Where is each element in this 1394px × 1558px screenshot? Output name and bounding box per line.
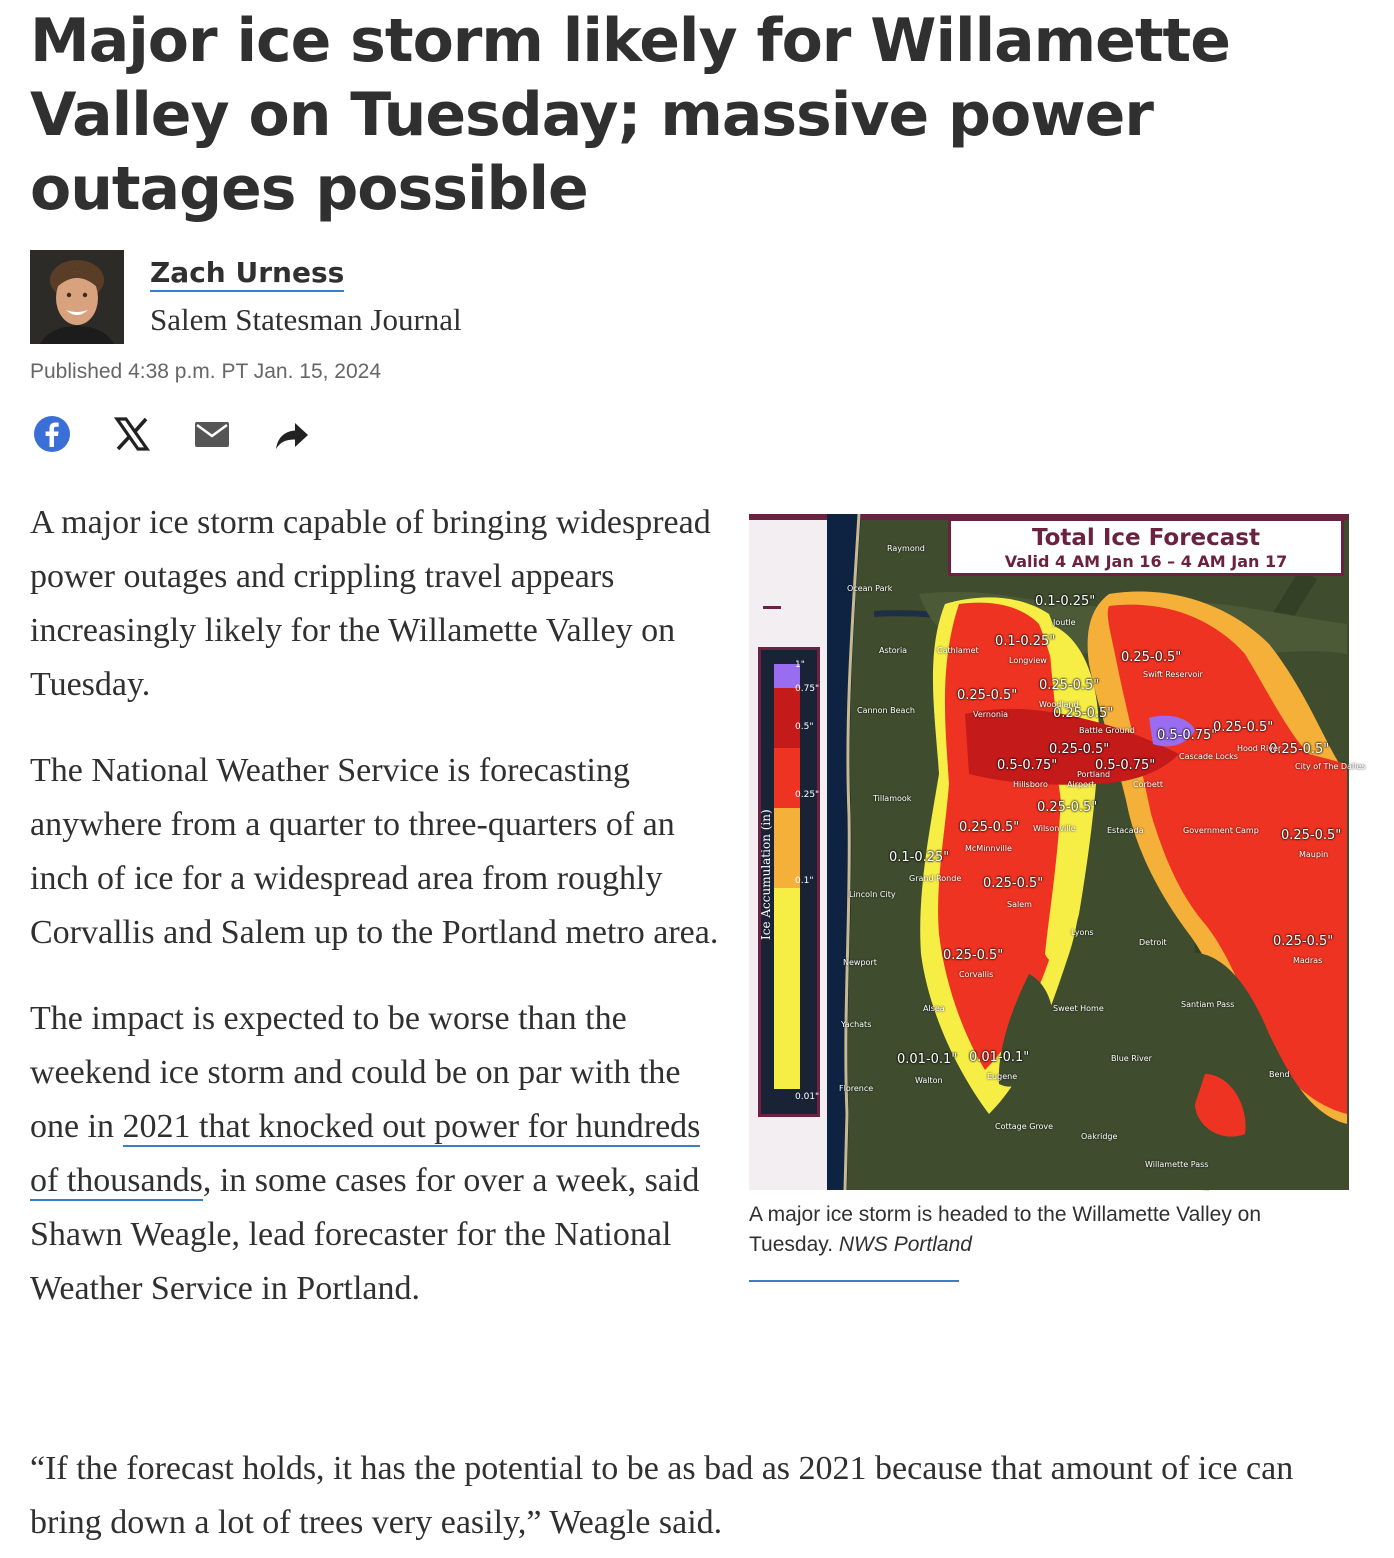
- town-label: Woodland: [1039, 700, 1079, 709]
- email-icon: [192, 414, 232, 454]
- town-label: Willamette Pass: [1145, 1160, 1209, 1169]
- paragraph-text: , in some cases for over a week, said Shawn Weagle, lead forecaster for the National Weather Service in Portland.: [30, 1162, 700, 1307]
- article-figure: [749, 514, 1366, 1282]
- caption-text: A major ice storm is headed to the Willamette Valley on Tuesday.: [749, 1203, 1262, 1256]
- zone-label: 0.25-0.5": [1053, 706, 1114, 721]
- town-label: Oakridge: [1081, 1132, 1118, 1141]
- legend-tick-025: 0.25": [795, 790, 820, 800]
- town-label: Eugene: [987, 1072, 1018, 1081]
- town-label: Raymond: [887, 544, 925, 553]
- zone-label: 0.25-0.5": [957, 688, 1018, 703]
- town-label: Hillsboro: [1013, 780, 1048, 789]
- zone-label: 0.1-0.25": [995, 634, 1056, 649]
- town-label: Cannon Beach: [857, 706, 915, 715]
- town-label: Lyons: [1071, 928, 1094, 937]
- town-label: Estacada: [1107, 826, 1144, 835]
- legend-tick-05: 0.5": [795, 722, 814, 732]
- author-name-link[interactable]: Zach Urness: [150, 256, 344, 292]
- town-label: Santiam Pass: [1181, 1000, 1235, 1009]
- paragraph-text: The impact is expected to be worse than the weekend ice storm and could be on par with the one in: [30, 1000, 681, 1145]
- zone-label: 0.25-0.5": [1273, 934, 1334, 949]
- town-label: Cascade Locks: [1179, 752, 1238, 761]
- author-photo: [30, 250, 124, 344]
- town-label: Sweet Home: [1053, 1004, 1104, 1013]
- author-organization: Salem Statesman Journal: [150, 302, 462, 337]
- town-label: Lincoln City: [849, 890, 896, 899]
- town-label: Corvallis: [959, 970, 994, 979]
- zone-label: 0.25-0.5": [1121, 650, 1182, 665]
- caption-divider: [749, 1280, 959, 1282]
- town-label: Alsea: [923, 1004, 945, 1013]
- article-body: [30, 496, 720, 1348]
- town-label: Airport: [1067, 780, 1095, 789]
- share-x-button[interactable]: [110, 412, 154, 456]
- town-label: Maupin: [1299, 850, 1329, 859]
- map-title-box: [948, 518, 1344, 576]
- publish-date: Published 4:38 p.m. PT Jan. 15, 2024: [30, 360, 382, 383]
- town-label: Swift Reservoir: [1143, 670, 1203, 679]
- town-label: Corbett: [1133, 780, 1164, 789]
- town-label: Government Camp: [1183, 826, 1259, 835]
- legend-tick-1: 1": [795, 660, 805, 670]
- zone-label: 0.5-0.75": [1095, 758, 1156, 773]
- zone-label: 0.01-0.1": [969, 1050, 1030, 1065]
- map-legend: [758, 647, 820, 1117]
- zone-label: 0.25-0.5": [1049, 742, 1110, 757]
- legend-tick-075: 0.75": [795, 684, 820, 694]
- zone-label: 0.1-0.25": [1035, 594, 1096, 609]
- zone-label: 0.25-0.5": [983, 876, 1044, 891]
- town-label: Cathlamet: [937, 646, 979, 655]
- share-arrow-icon: [272, 414, 312, 454]
- 2021-ice-storm-link[interactable]: 2021 that knocked out power for hundreds of thousands: [30, 1108, 701, 1199]
- town-label: Longview: [1009, 656, 1047, 665]
- legend-tick-01: 0.1": [795, 876, 814, 886]
- town-label: Newport: [843, 958, 877, 967]
- figure-caption: [749, 1200, 1349, 1260]
- town-label: Hood River: [1237, 744, 1282, 753]
- zone-label: 0.25-0.5": [1037, 800, 1098, 815]
- share-more-button[interactable]: [270, 412, 314, 456]
- article-headline: Major ice storm likely for Willamette Valley on Tuesday; massive power outages possible: [30, 6, 1230, 224]
- town-label: Wilsonville: [1033, 824, 1076, 833]
- map-title: Total Ice Forecast: [1031, 525, 1260, 551]
- legend-axis-label: Ice Accumulation (in): [759, 809, 773, 940]
- zone-label: 0.25-0.5": [1039, 678, 1100, 693]
- author-avatar[interactable]: [30, 250, 124, 344]
- legend-tick-001: 0.01": [795, 1092, 820, 1102]
- town-label: Cottage Grove: [995, 1122, 1054, 1131]
- town-label: Grand Ronde: [909, 874, 962, 883]
- zone-label: 0.25-0.5": [959, 820, 1020, 835]
- share-facebook-button[interactable]: [30, 412, 74, 456]
- zone-label: 0.25-0.5": [1281, 828, 1342, 843]
- town-label: Ocean Park: [847, 584, 893, 593]
- town-label: Battle Ground: [1079, 726, 1135, 735]
- map-subtitle: Valid 4 AM Jan 16 – 4 AM Jan 17: [1004, 552, 1288, 571]
- town-label: Madras: [1293, 956, 1323, 965]
- town-label: Yachats: [841, 1020, 872, 1029]
- share-email-button[interactable]: [190, 412, 234, 456]
- town-label: Detroit: [1139, 938, 1167, 947]
- town-label: Vernonia: [973, 710, 1009, 719]
- article-paragraph-1: A major ice storm capable of bringing widespread power outages and crippling travel appears increasingly likely for the Willamette Valley on Tuesday.: [30, 504, 711, 703]
- x-icon: [112, 414, 152, 454]
- town-label: Astoria: [879, 646, 908, 655]
- zone-label: 0.5-0.75": [997, 758, 1058, 773]
- zone-label: 0.25-0.5": [1269, 742, 1330, 757]
- zone-label: 0.5-0.75": [1157, 728, 1218, 743]
- article-quote: “If the forecast holds, it has the potential to be as bad as 2021 because that amount of ice can bring down a lot of trees very easily,” Weagle said.: [30, 1450, 1294, 1541]
- town-label: Blue River: [1111, 1054, 1152, 1063]
- ice-forecast-map[interactable]: [749, 514, 1366, 1190]
- town-label: Tillamook: [873, 794, 912, 803]
- facebook-icon: [32, 414, 72, 454]
- zone-label: 0.25-0.5": [943, 948, 1004, 963]
- article-paragraph-2: The National Weather Service is forecasting anywhere from a quarter to three-quarters of an inch of ice for a widespread area from roughly Corvallis and Salem up to the Portland metro area.: [30, 752, 719, 951]
- town-label: Walton: [915, 1076, 943, 1085]
- caption-credit: NWS Portland: [838, 1233, 972, 1256]
- town-label: City of The Dalles: [1295, 762, 1366, 771]
- town-label: McMinnville: [965, 844, 1012, 853]
- zone-label: 0.01-0.1": [897, 1052, 958, 1067]
- town-label: Bend: [1269, 1070, 1290, 1079]
- zone-label: 0.25-0.5": [1213, 720, 1274, 735]
- town-label: Salem: [1007, 900, 1032, 909]
- town-label: Florence: [839, 1084, 874, 1093]
- zone-label: 0.1-0.25": [889, 850, 950, 865]
- town-label: Joutle: [1053, 618, 1076, 627]
- town-label: Portland: [1077, 770, 1111, 779]
- article-paragraph-3: [30, 992, 720, 1316]
